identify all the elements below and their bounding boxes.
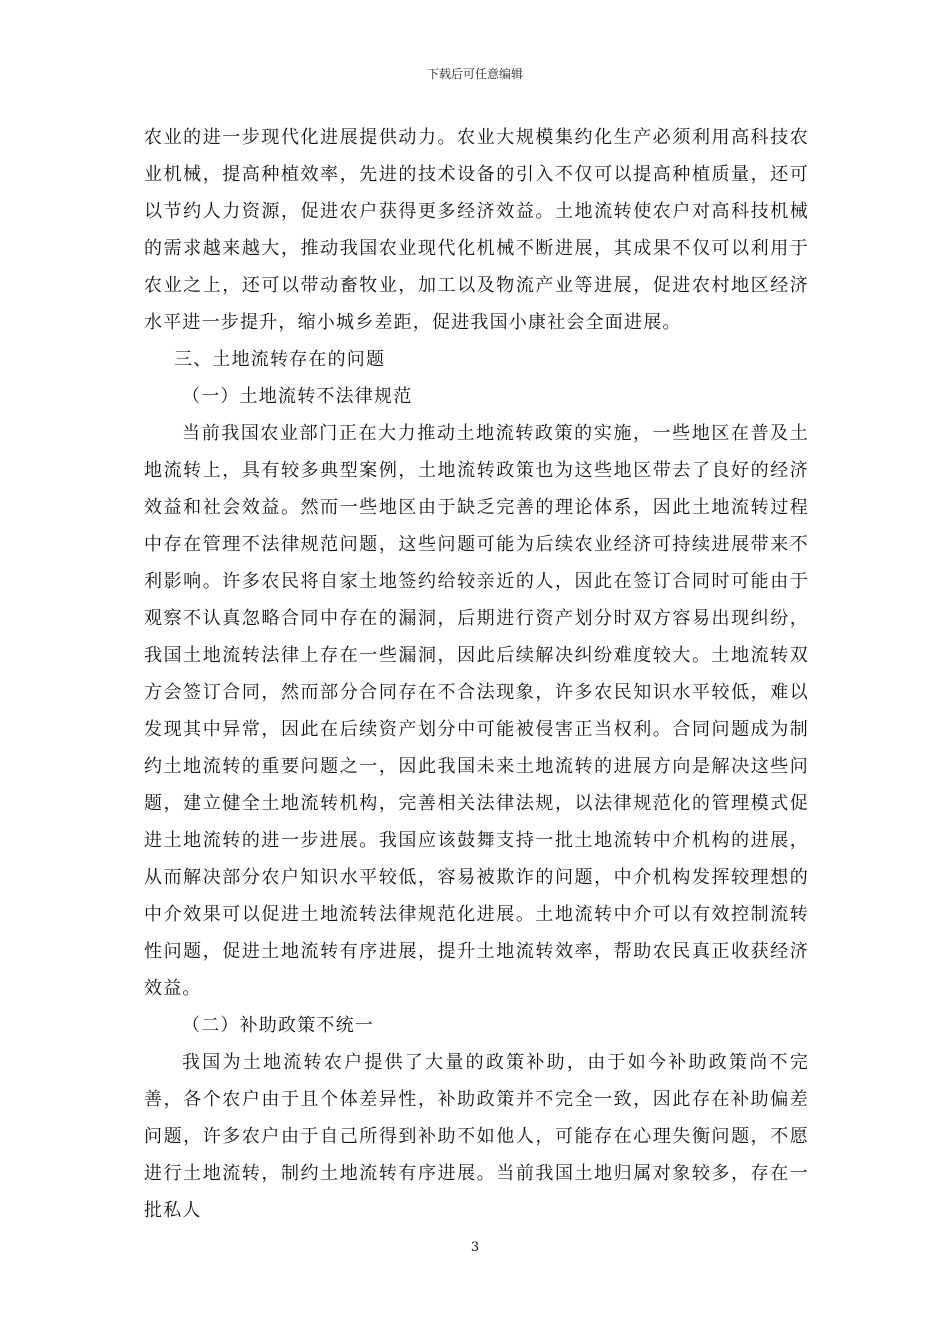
subsection-heading: （二）补助政策不统一	[182, 1015, 374, 1036]
section-heading: 三、土地流转存在的问题	[174, 349, 386, 370]
page-content	[144, 119, 809, 1229]
page-header: 下载后可任意编辑	[426, 67, 523, 81]
body-paragraph: 农业的进一步现代化进展提供动力。农业大规模集约化生产必须利用高科技农业机械，提高种植效率，先进的技术设备的引入不仅可以提高种植质量，还可以节约人力资源，促进农户获得更多经济效益。土地流转使农户对高科技机械的需求越来越大，推动我国农业现代化机械不断进展，其成果不仅可以利用于农业之上，还可以带动畜牧业，加工以及物流产业等进展，促进农村地区经济水平进一步提升，缩小城乡差距，促进我国小康社会全面进展。	[144, 127, 809, 333]
page-number: 3	[470, 1240, 480, 1255]
body-paragraph: 我国为土地流转农户提供了大量的政策补助，由于如今补助政策尚不完善，各个农户由于且个体差异性，补助政策并不完全一致，因此存在补助偏差问题，许多农户由于自己所得到补助不如他人，可能存在心理失衡问题，不愿进行土地流转，制约土地流转有序进展。当前我国土地归属对象较多，存在一批私人	[144, 1052, 809, 1221]
body-paragraph: 当前我国农业部门正在大力推动土地流转政策的实施，一些地区在普及土地流转上，具有较多典型案例，土地流转政策也为这些地区带去了良好的经济效益和社会效益。然而一些地区由于缺乏完善的理论体系，因此土地流转过程中存在管理不法律规范问题，这些问题可能为后续农业经济可持续进展带来不利影响。许多农民将自家土地签约给较亲近的人，因此在签订合同时可能由于观察不认真忽略合同中存在的漏洞，后期进行资产划分时双方容易出现纠纷，我国土地流转法律上存在一些漏洞，因此后续解决纠纷难度较大。土地流转双方会签订合同，然而部分合同存在不合法现象，许多农民知识水平较低，难以发现其中异常，因此在后续资产划分中可能被侵害正当权利。合同问题成为制约土地流转的重要问题之一，因此我国未来土地流转的进展方向是解决这些问题，建立健全土地流转机构，完善相关法律法规，以法律规范化的管理模式促进土地流转的进一步进展。我国应该鼓舞支持一批土地流转中介机构的进展，从而解决部分农户知识水平较低，容易被欺诈的问题，中介机构发挥较理想的中介效果可以促进土地流转法律规范化进展。土地流转中介可以有效控制流转性问题，促进土地流转有序进展，提升土地流转效率，帮助农民真正收获经济效益。	[144, 423, 809, 999]
subsection-heading: （一）土地流转不法律规范	[182, 386, 413, 407]
